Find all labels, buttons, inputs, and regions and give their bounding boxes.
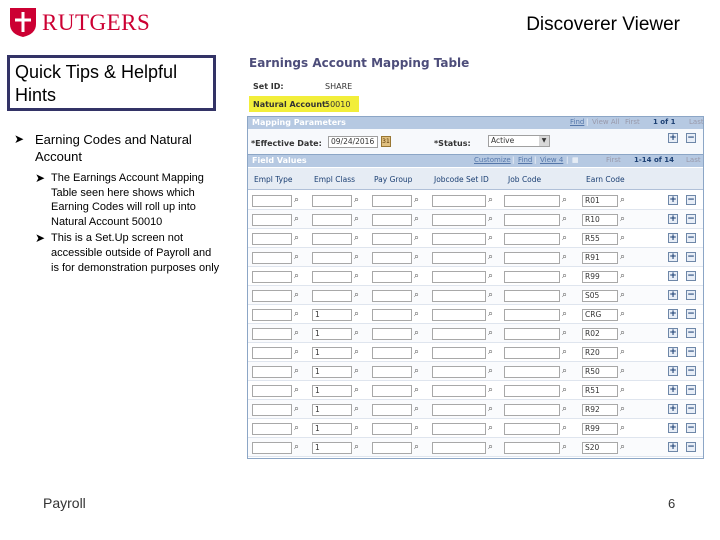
empl-type-input[interactable]: [252, 271, 292, 283]
lookup-icon[interactable]: ⌕: [414, 347, 420, 357]
lookup-icon[interactable]: ⌕: [620, 233, 626, 243]
earn-code-input[interactable]: R10: [582, 214, 618, 226]
table-row: [248, 343, 703, 362]
nav-separator: |: [512, 156, 515, 164]
empl-type-input[interactable]: [252, 252, 292, 264]
pay-group-input[interactable]: [372, 195, 412, 207]
lookup-icon[interactable]: ⌕: [562, 252, 568, 262]
mapping-parameters-panel: [247, 116, 704, 158]
bullet-list: [14, 131, 220, 277]
empl-class-input[interactable]: 1: [312, 385, 352, 397]
earn-code-input[interactable]: R99: [582, 271, 618, 283]
lookup-icon[interactable]: ⌕: [620, 404, 626, 414]
empl-type-input[interactable]: [252, 290, 292, 302]
empl-class-input[interactable]: 1: [312, 404, 352, 416]
field-values-title: Field Values: [252, 156, 307, 165]
lookup-icon[interactable]: ⌕: [620, 290, 626, 300]
setid-label: Set ID:: [253, 82, 284, 91]
lookup-icon[interactable]: ⌕: [562, 404, 568, 414]
download-icon[interactable]: ▦: [572, 156, 579, 164]
job-code-input[interactable]: [504, 385, 560, 397]
lookup-icon[interactable]: ⌕: [294, 366, 300, 376]
delete-row-icon[interactable]: −: [687, 404, 695, 414]
pay-group-input[interactable]: [372, 442, 412, 454]
lookup-icon[interactable]: ⌕: [294, 214, 300, 224]
lookup-icon[interactable]: ⌕: [354, 233, 360, 243]
lookup-icon[interactable]: ⌕: [294, 347, 300, 357]
lookup-icon[interactable]: ⌕: [488, 195, 494, 205]
column-header: Pay Group: [374, 175, 413, 184]
add-row-icon[interactable]: +: [669, 385, 677, 395]
slide-title: Discoverer Viewer: [526, 14, 680, 35]
lookup-icon[interactable]: ⌕: [354, 195, 360, 205]
tips-heading-box: [7, 55, 216, 111]
column-header-row: [248, 168, 703, 190]
lookup-icon[interactable]: ⌕: [354, 252, 360, 262]
lookup-icon[interactable]: ⌕: [354, 309, 360, 319]
earn-code-input[interactable]: R99: [582, 423, 618, 435]
lookup-icon[interactable]: ⌕: [294, 404, 300, 414]
empl-class-input[interactable]: [312, 252, 352, 264]
lookup-icon[interactable]: ⌕: [294, 442, 300, 452]
lookup-icon[interactable]: ⌕: [354, 385, 360, 395]
lookup-icon[interactable]: ⌕: [562, 214, 568, 224]
rutgers-logo: [8, 6, 151, 40]
lookup-icon[interactable]: ⌕: [620, 271, 626, 281]
sub-bullet-text: This is a Set.Up screen not accessible outside of Payroll and is for demonstration purposes only: [51, 232, 220, 274]
job-code-input[interactable]: [504, 271, 560, 283]
rutgers-shield-icon: [8, 6, 38, 38]
add-row-icon[interactable]: +: [669, 309, 677, 319]
table-row: [248, 267, 703, 286]
lookup-icon[interactable]: ⌕: [354, 404, 360, 414]
lookup-icon[interactable]: ⌕: [562, 233, 568, 243]
status-label: *Status:: [434, 139, 471, 148]
lookup-icon[interactable]: ⌕: [414, 214, 420, 224]
earn-code-input[interactable]: S20: [582, 442, 618, 454]
chevron-down-icon: ▼: [539, 136, 549, 146]
lookup-icon[interactable]: ⌕: [414, 328, 420, 338]
table-row: [248, 438, 703, 457]
job-code-input[interactable]: [504, 252, 560, 264]
setid-value: SHARE: [325, 82, 353, 91]
add-row-icon[interactable]: +: [669, 133, 677, 143]
page-title: Earnings Account Mapping Table: [249, 56, 470, 70]
lookup-icon[interactable]: ⌕: [562, 195, 568, 205]
table-row: [248, 362, 703, 381]
column-header: Job Code: [508, 175, 542, 184]
column-header: Earn Code: [586, 175, 625, 184]
lookup-icon[interactable]: ⌕: [620, 214, 626, 224]
lookup-icon[interactable]: ⌕: [488, 366, 494, 376]
lookup-icon[interactable]: ⌕: [294, 195, 300, 205]
status-select-value: Active: [491, 136, 515, 145]
pay-group-input[interactable]: [372, 404, 412, 416]
table-row: [248, 419, 703, 438]
empl-class-input[interactable]: 1: [312, 366, 352, 378]
earn-code-input[interactable]: CRG: [582, 309, 618, 321]
calendar-icon[interactable]: 31: [382, 138, 390, 145]
peoplesoft-screen: [243, 50, 708, 460]
job-code-input[interactable]: [504, 309, 560, 321]
empl-type-input[interactable]: [252, 385, 292, 397]
natural-account-label: Natural Account:: [253, 100, 330, 109]
earn-code-input[interactable]: R91: [582, 252, 618, 264]
table-row: [248, 229, 703, 248]
empl-type-input[interactable]: [252, 423, 292, 435]
add-row-icon[interactable]: +: [669, 271, 677, 281]
delete-row-icon[interactable]: −: [687, 195, 695, 205]
nav-separator: |: [534, 156, 537, 164]
lookup-icon[interactable]: ⌕: [414, 290, 420, 300]
lookup-icon[interactable]: ⌕: [414, 252, 420, 262]
empl-type-input[interactable]: [252, 195, 292, 207]
effective-date-input[interactable]: 09/24/2016: [328, 136, 378, 148]
delete-row-icon[interactable]: −: [687, 328, 695, 338]
lookup-icon[interactable]: ⌕: [414, 271, 420, 281]
sub-bullet-text: The Earnings Account Mapping Table seen here shows which Earning Codes will roll up into Natural Account 50010: [51, 172, 204, 228]
lookup-icon[interactable]: ⌕: [620, 328, 626, 338]
table-row: [248, 191, 703, 210]
jobcode-setid-input[interactable]: [432, 385, 486, 397]
add-row-icon[interactable]: +: [669, 328, 677, 338]
add-row-icon[interactable]: +: [669, 195, 677, 205]
empl-type-input[interactable]: [252, 404, 292, 416]
add-row-icon[interactable]: +: [669, 442, 677, 452]
lookup-icon[interactable]: ⌕: [488, 214, 494, 224]
pay-group-input[interactable]: [372, 423, 412, 435]
table-row: [248, 381, 703, 400]
last-link[interactable]: Last: [689, 118, 704, 126]
sub-bullet-item: [35, 231, 220, 275]
job-code-input[interactable]: [504, 290, 560, 302]
jobcode-setid-input[interactable]: [432, 290, 486, 302]
job-code-input[interactable]: [504, 366, 560, 378]
lookup-icon[interactable]: ⌕: [294, 290, 300, 300]
lookup-icon[interactable]: ⌕: [354, 366, 360, 376]
pay-group-input[interactable]: [372, 233, 412, 245]
empl-class-input[interactable]: 1: [312, 442, 352, 454]
empl-type-input[interactable]: [252, 347, 292, 359]
pay-group-input[interactable]: [372, 271, 412, 283]
lookup-icon[interactable]: ⌕: [414, 195, 420, 205]
pay-group-input[interactable]: [372, 347, 412, 359]
lookup-icon[interactable]: ⌕: [414, 404, 420, 414]
lookup-icon[interactable]: ⌕: [562, 423, 568, 433]
lookup-icon[interactable]: ⌕: [354, 347, 360, 357]
find-link[interactable]: Find: [570, 118, 585, 126]
table-row: [248, 324, 703, 343]
logo-wordmark: RUTGERS: [42, 10, 151, 35]
job-code-input[interactable]: [504, 214, 560, 226]
lookup-icon[interactable]: ⌕: [620, 195, 626, 205]
empl-type-input[interactable]: [252, 214, 292, 226]
delete-row-icon[interactable]: −: [687, 214, 695, 224]
empl-type-input[interactable]: [252, 233, 292, 245]
lookup-icon[interactable]: ⌕: [414, 385, 420, 395]
pay-group-input[interactable]: [372, 366, 412, 378]
nav-separator: |: [586, 118, 589, 126]
lookup-icon[interactable]: ⌕: [488, 347, 494, 357]
add-row-icon[interactable]: +: [669, 347, 677, 357]
empl-type-input[interactable]: [252, 442, 292, 454]
jobcode-setid-input[interactable]: [432, 195, 486, 207]
last-link[interactable]: Last: [686, 156, 701, 164]
lookup-icon[interactable]: ⌕: [488, 290, 494, 300]
add-row-icon[interactable]: +: [669, 423, 677, 433]
lookup-icon[interactable]: ⌕: [354, 442, 360, 452]
lookup-icon[interactable]: ⌕: [294, 328, 300, 338]
lookup-icon[interactable]: ⌕: [488, 233, 494, 243]
lookup-icon[interactable]: ⌕: [562, 366, 568, 376]
customize-link[interactable]: Customize: [474, 156, 511, 164]
pay-group-input[interactable]: [372, 385, 412, 397]
empl-class-input[interactable]: 1: [312, 328, 352, 340]
job-code-input[interactable]: [504, 233, 560, 245]
add-row-icon[interactable]: +: [669, 366, 677, 376]
column-header: Empl Class: [314, 175, 356, 184]
delete-row-icon[interactable]: −: [687, 366, 695, 376]
lookup-icon[interactable]: ⌕: [562, 290, 568, 300]
empl-class-input[interactable]: [312, 195, 352, 207]
lookup-icon[interactable]: ⌕: [488, 252, 494, 262]
lookup-icon[interactable]: ⌕: [488, 271, 494, 281]
empl-class-input[interactable]: [312, 214, 352, 226]
lookup-icon[interactable]: ⌕: [488, 423, 494, 433]
earn-code-input[interactable]: R50: [582, 366, 618, 378]
delete-row-icon[interactable]: −: [687, 442, 695, 452]
jobcode-setid-input[interactable]: [432, 442, 486, 454]
jobcode-setid-input[interactable]: [432, 328, 486, 340]
add-row-icon[interactable]: +: [669, 252, 677, 262]
lookup-icon[interactable]: ⌕: [488, 328, 494, 338]
lookup-icon[interactable]: ⌕: [562, 309, 568, 319]
field-values-grid: [247, 154, 704, 459]
earn-code-input[interactable]: R92: [582, 404, 618, 416]
earn-code-input[interactable]: R51: [582, 385, 618, 397]
lookup-icon[interactable]: ⌕: [620, 385, 626, 395]
empl-class-input[interactable]: [312, 233, 352, 245]
table-row: [248, 400, 703, 419]
lookup-icon[interactable]: ⌕: [620, 347, 626, 357]
arrow-bullet-icon: ➤: [35, 171, 46, 185]
pay-group-input[interactable]: [372, 214, 412, 226]
column-header: Empl Type: [254, 175, 293, 184]
lookup-icon[interactable]: ⌕: [354, 290, 360, 300]
jobcode-setid-input[interactable]: [432, 404, 486, 416]
bullet-text: Earning Codes and Natural Account: [35, 132, 192, 164]
empl-type-input[interactable]: [252, 328, 292, 340]
pay-group-input[interactable]: [372, 309, 412, 321]
job-code-input[interactable]: [504, 347, 560, 359]
jobcode-setid-input[interactable]: [432, 423, 486, 435]
lookup-icon[interactable]: ⌕: [488, 404, 494, 414]
lookup-icon[interactable]: ⌕: [294, 309, 300, 319]
empl-type-input[interactable]: [252, 366, 292, 378]
view-link[interactable]: View 4: [540, 156, 564, 164]
lookup-icon[interactable]: ⌕: [620, 309, 626, 319]
table-row: [248, 286, 703, 305]
job-code-input[interactable]: [504, 195, 560, 207]
delete-row-icon[interactable]: −: [687, 385, 695, 395]
add-row-icon[interactable]: +: [669, 233, 677, 243]
lookup-icon[interactable]: ⌕: [414, 309, 420, 319]
lookup-icon[interactable]: ⌕: [354, 328, 360, 338]
job-code-input[interactable]: [504, 423, 560, 435]
lookup-icon[interactable]: ⌕: [620, 423, 626, 433]
add-row-icon[interactable]: +: [669, 404, 677, 414]
lookup-icon[interactable]: ⌕: [562, 347, 568, 357]
earn-code-input[interactable]: R01: [582, 195, 618, 207]
status-select[interactable]: [488, 135, 550, 147]
lookup-icon[interactable]: ⌕: [354, 271, 360, 281]
lookup-icon[interactable]: ⌕: [488, 309, 494, 319]
jobcode-setid-input[interactable]: [432, 214, 486, 226]
job-code-input[interactable]: [504, 328, 560, 340]
lookup-icon[interactable]: ⌕: [414, 366, 420, 376]
empl-type-input[interactable]: [252, 309, 292, 321]
mapping-parameters-title: Mapping Parameters: [252, 118, 346, 127]
lookup-icon[interactable]: ⌕: [620, 366, 626, 376]
lookup-icon[interactable]: ⌕: [414, 423, 420, 433]
arrow-bullet-icon: ➤: [14, 132, 25, 146]
lookup-icon[interactable]: ⌕: [354, 214, 360, 224]
tips-heading: Quick Tips & Helpful Hints: [15, 62, 178, 105]
delete-row-icon[interactable]: −: [687, 133, 695, 143]
lookup-icon[interactable]: ⌕: [620, 252, 626, 262]
delete-row-icon[interactable]: −: [687, 233, 695, 243]
earn-code-input[interactable]: R20: [582, 347, 618, 359]
sub-bullet-item: [35, 171, 220, 229]
lookup-icon[interactable]: ⌕: [488, 442, 494, 452]
lookup-icon[interactable]: ⌕: [562, 385, 568, 395]
earn-code-input[interactable]: S05: [582, 290, 618, 302]
footer-label: Payroll: [43, 495, 86, 511]
add-row-icon[interactable]: +: [669, 290, 677, 300]
lookup-icon[interactable]: ⌕: [294, 423, 300, 433]
delete-row-icon[interactable]: −: [687, 423, 695, 433]
view-all-link[interactable]: View All: [592, 118, 620, 126]
earn-code-input[interactable]: R02: [582, 328, 618, 340]
page-number: 6: [668, 496, 676, 511]
empl-class-input[interactable]: 1: [312, 309, 352, 321]
lookup-icon[interactable]: ⌕: [294, 385, 300, 395]
first-link[interactable]: First: [625, 118, 640, 126]
delete-row-icon[interactable]: −: [687, 252, 695, 262]
lookup-icon[interactable]: ⌕: [354, 423, 360, 433]
delete-row-icon[interactable]: −: [687, 271, 695, 281]
natural-account-value: 50010: [325, 100, 351, 109]
sub-bullet-list: [35, 171, 220, 275]
add-row-icon[interactable]: +: [669, 214, 677, 224]
job-code-input[interactable]: [504, 442, 560, 454]
jobcode-setid-input[interactable]: [432, 252, 486, 264]
empl-class-input[interactable]: 1: [312, 347, 352, 359]
mapping-parameters-header: [248, 117, 703, 129]
lookup-icon[interactable]: ⌕: [620, 442, 626, 452]
empl-class-input[interactable]: [312, 290, 352, 302]
pay-group-input[interactable]: [372, 252, 412, 264]
effective-date-label: *Effective Date:: [251, 139, 322, 148]
jobcode-setid-input[interactable]: [432, 347, 486, 359]
lookup-icon[interactable]: ⌕: [414, 233, 420, 243]
jobcode-setid-input[interactable]: [432, 366, 486, 378]
delete-row-icon[interactable]: −: [687, 290, 695, 300]
jobcode-setid-input[interactable]: [432, 233, 486, 245]
jobcode-setid-input[interactable]: [432, 309, 486, 321]
pay-group-input[interactable]: [372, 328, 412, 340]
lookup-icon[interactable]: ⌕: [414, 442, 420, 452]
table-row: [248, 210, 703, 229]
earn-code-input[interactable]: R55: [582, 233, 618, 245]
lookup-icon[interactable]: ⌕: [294, 252, 300, 262]
lookup-icon[interactable]: ⌕: [562, 271, 568, 281]
table-row: [248, 248, 703, 267]
job-code-input[interactable]: [504, 404, 560, 416]
row-count: 1 of 1: [653, 118, 676, 126]
field-values-header: [248, 155, 703, 167]
delete-row-icon[interactable]: −: [687, 309, 695, 319]
lookup-icon[interactable]: ⌕: [488, 385, 494, 395]
table-row: [248, 305, 703, 324]
lookup-icon[interactable]: ⌕: [294, 233, 300, 243]
empl-class-input[interactable]: [312, 271, 352, 283]
lookup-icon[interactable]: ⌕: [562, 442, 568, 452]
delete-row-icon[interactable]: −: [687, 347, 695, 357]
lookup-icon[interactable]: ⌕: [294, 271, 300, 281]
bullet-item: [14, 131, 220, 165]
column-header: Jobcode Set ID: [434, 175, 489, 184]
pay-group-input[interactable]: [372, 290, 412, 302]
lookup-icon[interactable]: ⌕: [562, 328, 568, 338]
row-count: 1-14 of 14: [634, 156, 674, 164]
find-link[interactable]: Find: [518, 156, 533, 164]
arrow-bullet-icon: ➤: [35, 231, 46, 246]
first-link[interactable]: First: [606, 156, 621, 164]
jobcode-setid-input[interactable]: [432, 271, 486, 283]
empl-class-input[interactable]: 1: [312, 423, 352, 435]
nav-separator: |: [566, 156, 569, 164]
